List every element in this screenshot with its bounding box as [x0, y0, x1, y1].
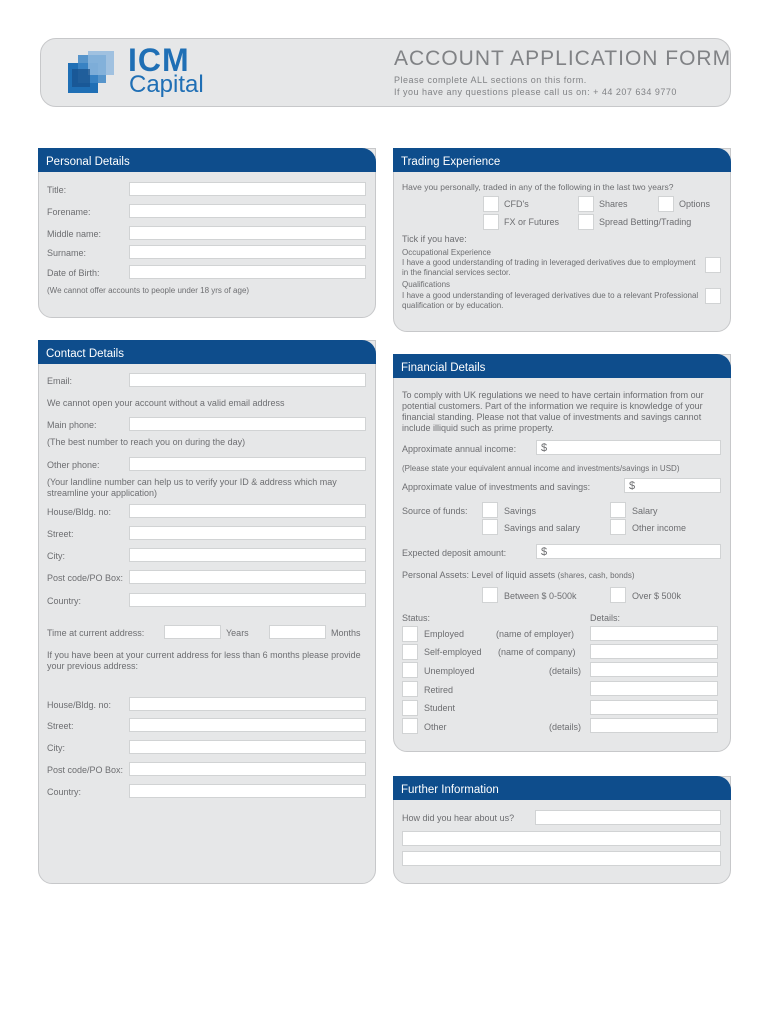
income-note: (Please state your equivalent annual income and investments/savings in USD) [402, 464, 680, 473]
hear-about-field-2[interactable] [402, 831, 721, 846]
hear-about-field[interactable] [535, 810, 721, 825]
retired-label: Retired [424, 685, 454, 695]
qualifications-checkbox[interactable] [705, 288, 721, 304]
financial-details-heading: Financial Details [393, 354, 731, 378]
country2-field[interactable] [129, 784, 366, 798]
shares-checkbox[interactable] [578, 196, 594, 212]
house-label: House/Bldg. no: [47, 507, 112, 517]
financial-intro: To comply with UK regulations we need to have certain information from our potential customers. Part of the information we require is knowledge of your financial standing. Please not that value of investments and savings cannot include illiquid such as prime property. [402, 390, 704, 433]
hear-about-label: How did you hear about us? [402, 813, 515, 823]
deposit-currency: $ [541, 546, 548, 558]
country2-label: Country: [47, 787, 82, 797]
personal-details-heading: Personal Details [38, 148, 376, 172]
self-employed-checkbox[interactable] [402, 644, 418, 660]
main-phone-field[interactable] [129, 417, 366, 431]
savings-and-salary-checkbox[interactable] [482, 519, 498, 535]
occupational-heading: Occupational Experience [402, 248, 491, 257]
employed-details-field[interactable] [590, 626, 718, 641]
house2-label: House/Bldg. no: [47, 700, 112, 710]
other-status-label: Other [424, 722, 447, 732]
form-instructions: Please complete ALL sections on this form. If you have any questions please call us on: + 44 207 634 9770 [394, 75, 677, 97]
email-note: We cannot open your account without a valid email address [47, 398, 285, 408]
options-label: Options [679, 199, 711, 209]
surname-label: Surname: [47, 248, 87, 258]
dob-field[interactable] [129, 265, 366, 279]
deposit-field[interactable] [536, 544, 721, 559]
dob-label: Date of Birth: [47, 268, 100, 278]
cfds-label: CFD's [504, 199, 529, 209]
salary-label: Salary [632, 506, 658, 516]
over-checkbox[interactable] [610, 587, 626, 603]
savings-checkbox[interactable] [482, 502, 498, 518]
other-income-label: Other income [632, 523, 687, 533]
icm-logo-icon [68, 51, 124, 95]
logo-subtext: Capital [129, 71, 204, 98]
qualifications-text: I have a good understanding of leveraged derivatives due to a relevant Professional qualification or by education. [402, 291, 699, 310]
months-field[interactable] [269, 625, 326, 639]
details-label: Details: [590, 613, 621, 623]
employed-label: Employed [424, 629, 465, 639]
deposit-label: Expected deposit amount: [402, 548, 507, 558]
self-employed-label: Self-employed [424, 647, 482, 657]
other-phone-field[interactable] [129, 457, 366, 471]
other-status-checkbox[interactable] [402, 718, 418, 734]
surname-field[interactable] [129, 245, 366, 259]
title-field[interactable] [129, 182, 366, 196]
house-field[interactable] [129, 504, 366, 518]
title-label: Title: [47, 185, 67, 195]
savings-label: Savings [504, 506, 537, 516]
main-phone-note: (The best number to reach you on during the day) [47, 437, 246, 447]
spread-betting-checkbox[interactable] [578, 214, 594, 230]
previous-address-note: If you have been at your current address for less than 6 months please provide your previous address: [47, 650, 361, 671]
between-label: Between $ 0-500k [504, 591, 577, 601]
fx-label: FX or Futures [504, 217, 560, 227]
city-label: City: [47, 551, 65, 561]
street2-label: Street: [47, 721, 74, 731]
salary-checkbox[interactable] [610, 502, 626, 518]
years-field[interactable] [164, 625, 221, 639]
street2-field[interactable] [129, 718, 366, 732]
forename-field[interactable] [129, 204, 366, 218]
city2-field[interactable] [129, 740, 366, 754]
unemployed-checkbox[interactable] [402, 662, 418, 678]
shares-label: Shares [599, 199, 628, 209]
dob-note: (We cannot offer accounts to people under 18 yrs of age) [47, 286, 250, 295]
postcode2-field[interactable] [129, 762, 366, 776]
employer-hint: (name of employer) [496, 629, 575, 639]
other-details-field[interactable] [590, 718, 718, 733]
email-field[interactable] [129, 373, 366, 387]
company-hint: (name of company) [498, 647, 576, 657]
city-field[interactable] [129, 548, 366, 562]
spread-betting-label: Spread Betting/Trading [599, 217, 692, 227]
income-currency: $ [541, 442, 548, 454]
self-employed-details-field[interactable] [590, 644, 718, 659]
hear-about-field-3[interactable] [402, 851, 721, 866]
investments-currency: $ [629, 480, 636, 492]
country-label: Country: [47, 596, 82, 606]
contact-details-heading: Contact Details [38, 340, 376, 364]
fx-checkbox[interactable] [483, 214, 499, 230]
unemployed-details-field[interactable] [590, 662, 718, 677]
occupational-checkbox[interactable] [705, 257, 721, 273]
source-of-funds-label: Source of funds: [402, 506, 468, 516]
years-label: Years [226, 628, 249, 638]
student-details-field[interactable] [590, 700, 718, 715]
retired-checkbox[interactable] [402, 681, 418, 697]
savings-and-salary-label: Savings and salary [504, 523, 581, 533]
unemployed-details-hint: (details) [549, 666, 582, 676]
qualifications-heading: Qualifications [402, 280, 451, 289]
other-phone-label: Other phone: [47, 460, 100, 470]
forename-label: Forename: [47, 207, 91, 217]
assets-label: Personal Assets: Level of liquid assets (shares, cash, bonds) [402, 570, 635, 580]
tick-label: Tick if you have: [402, 234, 467, 244]
annual-income-field[interactable] [536, 440, 721, 455]
student-checkbox[interactable] [402, 700, 418, 716]
trading-experience-heading: Trading Experience [393, 148, 731, 172]
street-field[interactable] [129, 526, 366, 540]
occupational-text: I have a good understanding of trading in leveraged derivatives due to employment in the financial services sector. [402, 258, 696, 277]
page-title: ACCOUNT APPLICATION FORM [394, 47, 732, 70]
city2-label: City: [47, 743, 65, 753]
unemployed-label: Unemployed [424, 666, 475, 676]
options-checkbox[interactable] [658, 196, 674, 212]
postcode-label: Post code/PO Box: [47, 573, 124, 583]
months-label: Months [331, 628, 361, 638]
further-information-heading: Further Information [393, 776, 731, 800]
employed-checkbox[interactable] [402, 626, 418, 642]
country-field[interactable] [129, 593, 366, 607]
logo-text: ICM [128, 42, 190, 78]
status-label: Status: [402, 613, 431, 623]
street-label: Street: [47, 529, 74, 539]
email-label: Email: [47, 376, 73, 386]
postcode-field[interactable] [129, 570, 366, 584]
retired-details-field[interactable] [590, 681, 718, 696]
main-phone-label: Main phone: [47, 420, 97, 430]
annual-income-label: Approximate annual income: [402, 444, 517, 454]
other-details-hint: (details) [549, 722, 582, 732]
middle-name-field[interactable] [129, 226, 366, 240]
other-income-checkbox[interactable] [610, 519, 626, 535]
house2-field[interactable] [129, 697, 366, 711]
investments-label: Approximate value of investments and savings: [402, 482, 591, 492]
over-label: Over $ 500k [632, 591, 682, 601]
verify-note: (Your landline number can help us to verify your ID & address which may streamline your application) [47, 477, 337, 498]
between-checkbox[interactable] [482, 587, 498, 603]
trading-question: Have you personally, traded in any of the following in the last two years? [402, 182, 674, 192]
postcode2-label: Post code/PO Box: [47, 765, 124, 775]
cfds-checkbox[interactable] [483, 196, 499, 212]
student-label: Student [424, 703, 456, 713]
time-at-address-label: Time at current address: [47, 628, 145, 638]
investments-field[interactable] [624, 478, 721, 493]
middle-name-label: Middle name: [47, 229, 102, 239]
